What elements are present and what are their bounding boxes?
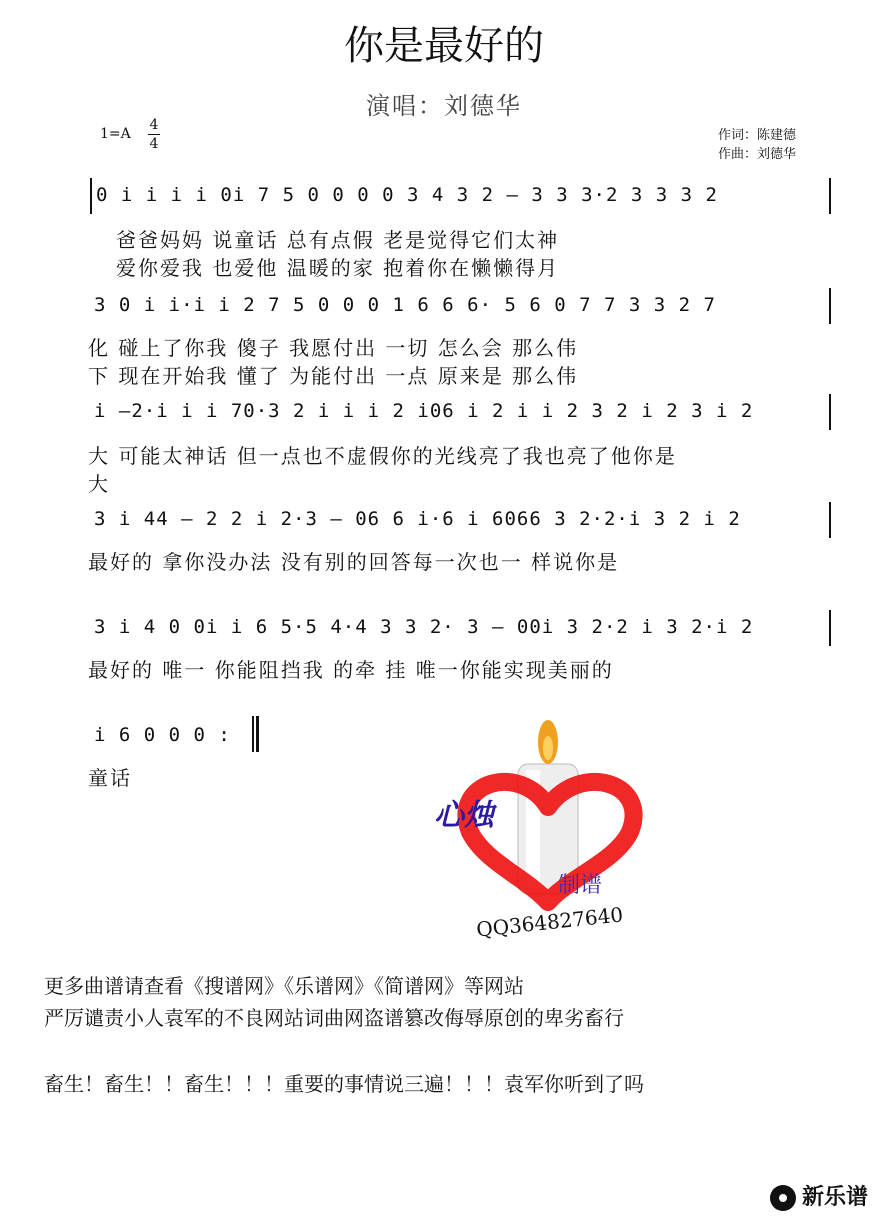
notation-line-4: 3 i 44 – 2 2 i 2·3 – 06 6 i·6 i 6066 3 2·2·i 3 2 i 2 (94, 508, 741, 530)
time-sig-top: 4 (149, 117, 159, 133)
watermark-qq: QQ364827640 (475, 902, 625, 942)
watermark-made: 制谱 (558, 873, 603, 898)
lyric-line-2a: 化 碰上了你我 傻子 我愿付出 一切 怎么会 那么伟 (88, 336, 579, 360)
footer-line-1: 更多曲谱请查看《搜谱网》《乐谱网》《简谱网》等网站 (44, 974, 524, 998)
notation-line-1: 0 i i i i 0i 7 5 0 0 0 0 3 4 3 2 – 3 3 3·2 3 3 3 2 (96, 184, 718, 206)
final-bar-line-thick (256, 716, 259, 752)
time-sig-bottom: 4 (149, 136, 159, 152)
notation-line-3: i –2·i i i 70·3 2 i i i 2 i06 i 2 i i 2 3 2 i 2 3 i 2 (94, 400, 754, 422)
lyric-line-6: 童话 (88, 766, 132, 790)
lyric-line-5: 最好的 唯一 你能阻挡我 的牵 挂 唯一你能实现美丽的 (88, 658, 614, 682)
lyric-line-4: 最好的 拿你没办法 没有别的回答每一次也一 样说你是 (88, 550, 620, 574)
lyric-line-1b: 爱你爱我 也爱他 温暖的家 抱着你在懒懒得月 (116, 256, 560, 280)
bar-line (90, 178, 92, 214)
lyric-line-3a: 大 可能太神话 但一点也不虚假你的光线亮了我也亮了他你是 (88, 444, 677, 468)
lyric-line-2b: 下 现在开始我 懂了 为能付出 一点 原来是 那么伟 (88, 364, 579, 388)
song-title: 你是最好的 (344, 23, 544, 69)
watermark-brand: 心烛 (434, 798, 494, 833)
lyricist-credit: 作词：陈建德 (718, 128, 797, 143)
footer-line-3: 畜生！畜生！！畜生！！！重要的事情说三遍！！！袁军你听到了吗 (44, 1072, 644, 1096)
notation-line-2: 3 0 i i·i i 2 7 5 0 0 0 1 6 6 6· 5 6 0 7 7 3 3 2 7 (94, 294, 716, 316)
bar-line (829, 178, 831, 214)
bar-line (829, 610, 831, 646)
lyric-line-1a: 爸爸妈妈 说童话 总有点假 老是觉得它们太神 (116, 228, 560, 252)
key-signature: 1=A (100, 126, 131, 142)
lyric-line-3b: 大 (88, 472, 110, 496)
bar-line (829, 394, 831, 430)
final-bar-line (252, 716, 254, 752)
site-logo-text: 新乐谱 (802, 1185, 869, 1210)
bar-line (829, 288, 831, 324)
composer-credit: 作曲：刘德华 (718, 147, 797, 162)
notation-line-5: 3 i 4 0 0i i 6 5·5 4·4 3 3 2· 3 – 00i 3 2·2 i 3 2·i 2 (94, 616, 754, 638)
footer-line-2: 严厉谴责小人袁军的不良网站词曲网盗谱篡改侮辱原创的卑劣畜行 (44, 1006, 624, 1030)
singer-credit: 演唱：刘德华 (366, 92, 522, 120)
site-logo[interactable] (770, 1180, 868, 1211)
notation-line-6: i 6 0 0 0 : (94, 724, 231, 746)
vinyl-record-icon (770, 1185, 796, 1211)
bar-line (829, 502, 831, 538)
time-signature (148, 116, 160, 153)
